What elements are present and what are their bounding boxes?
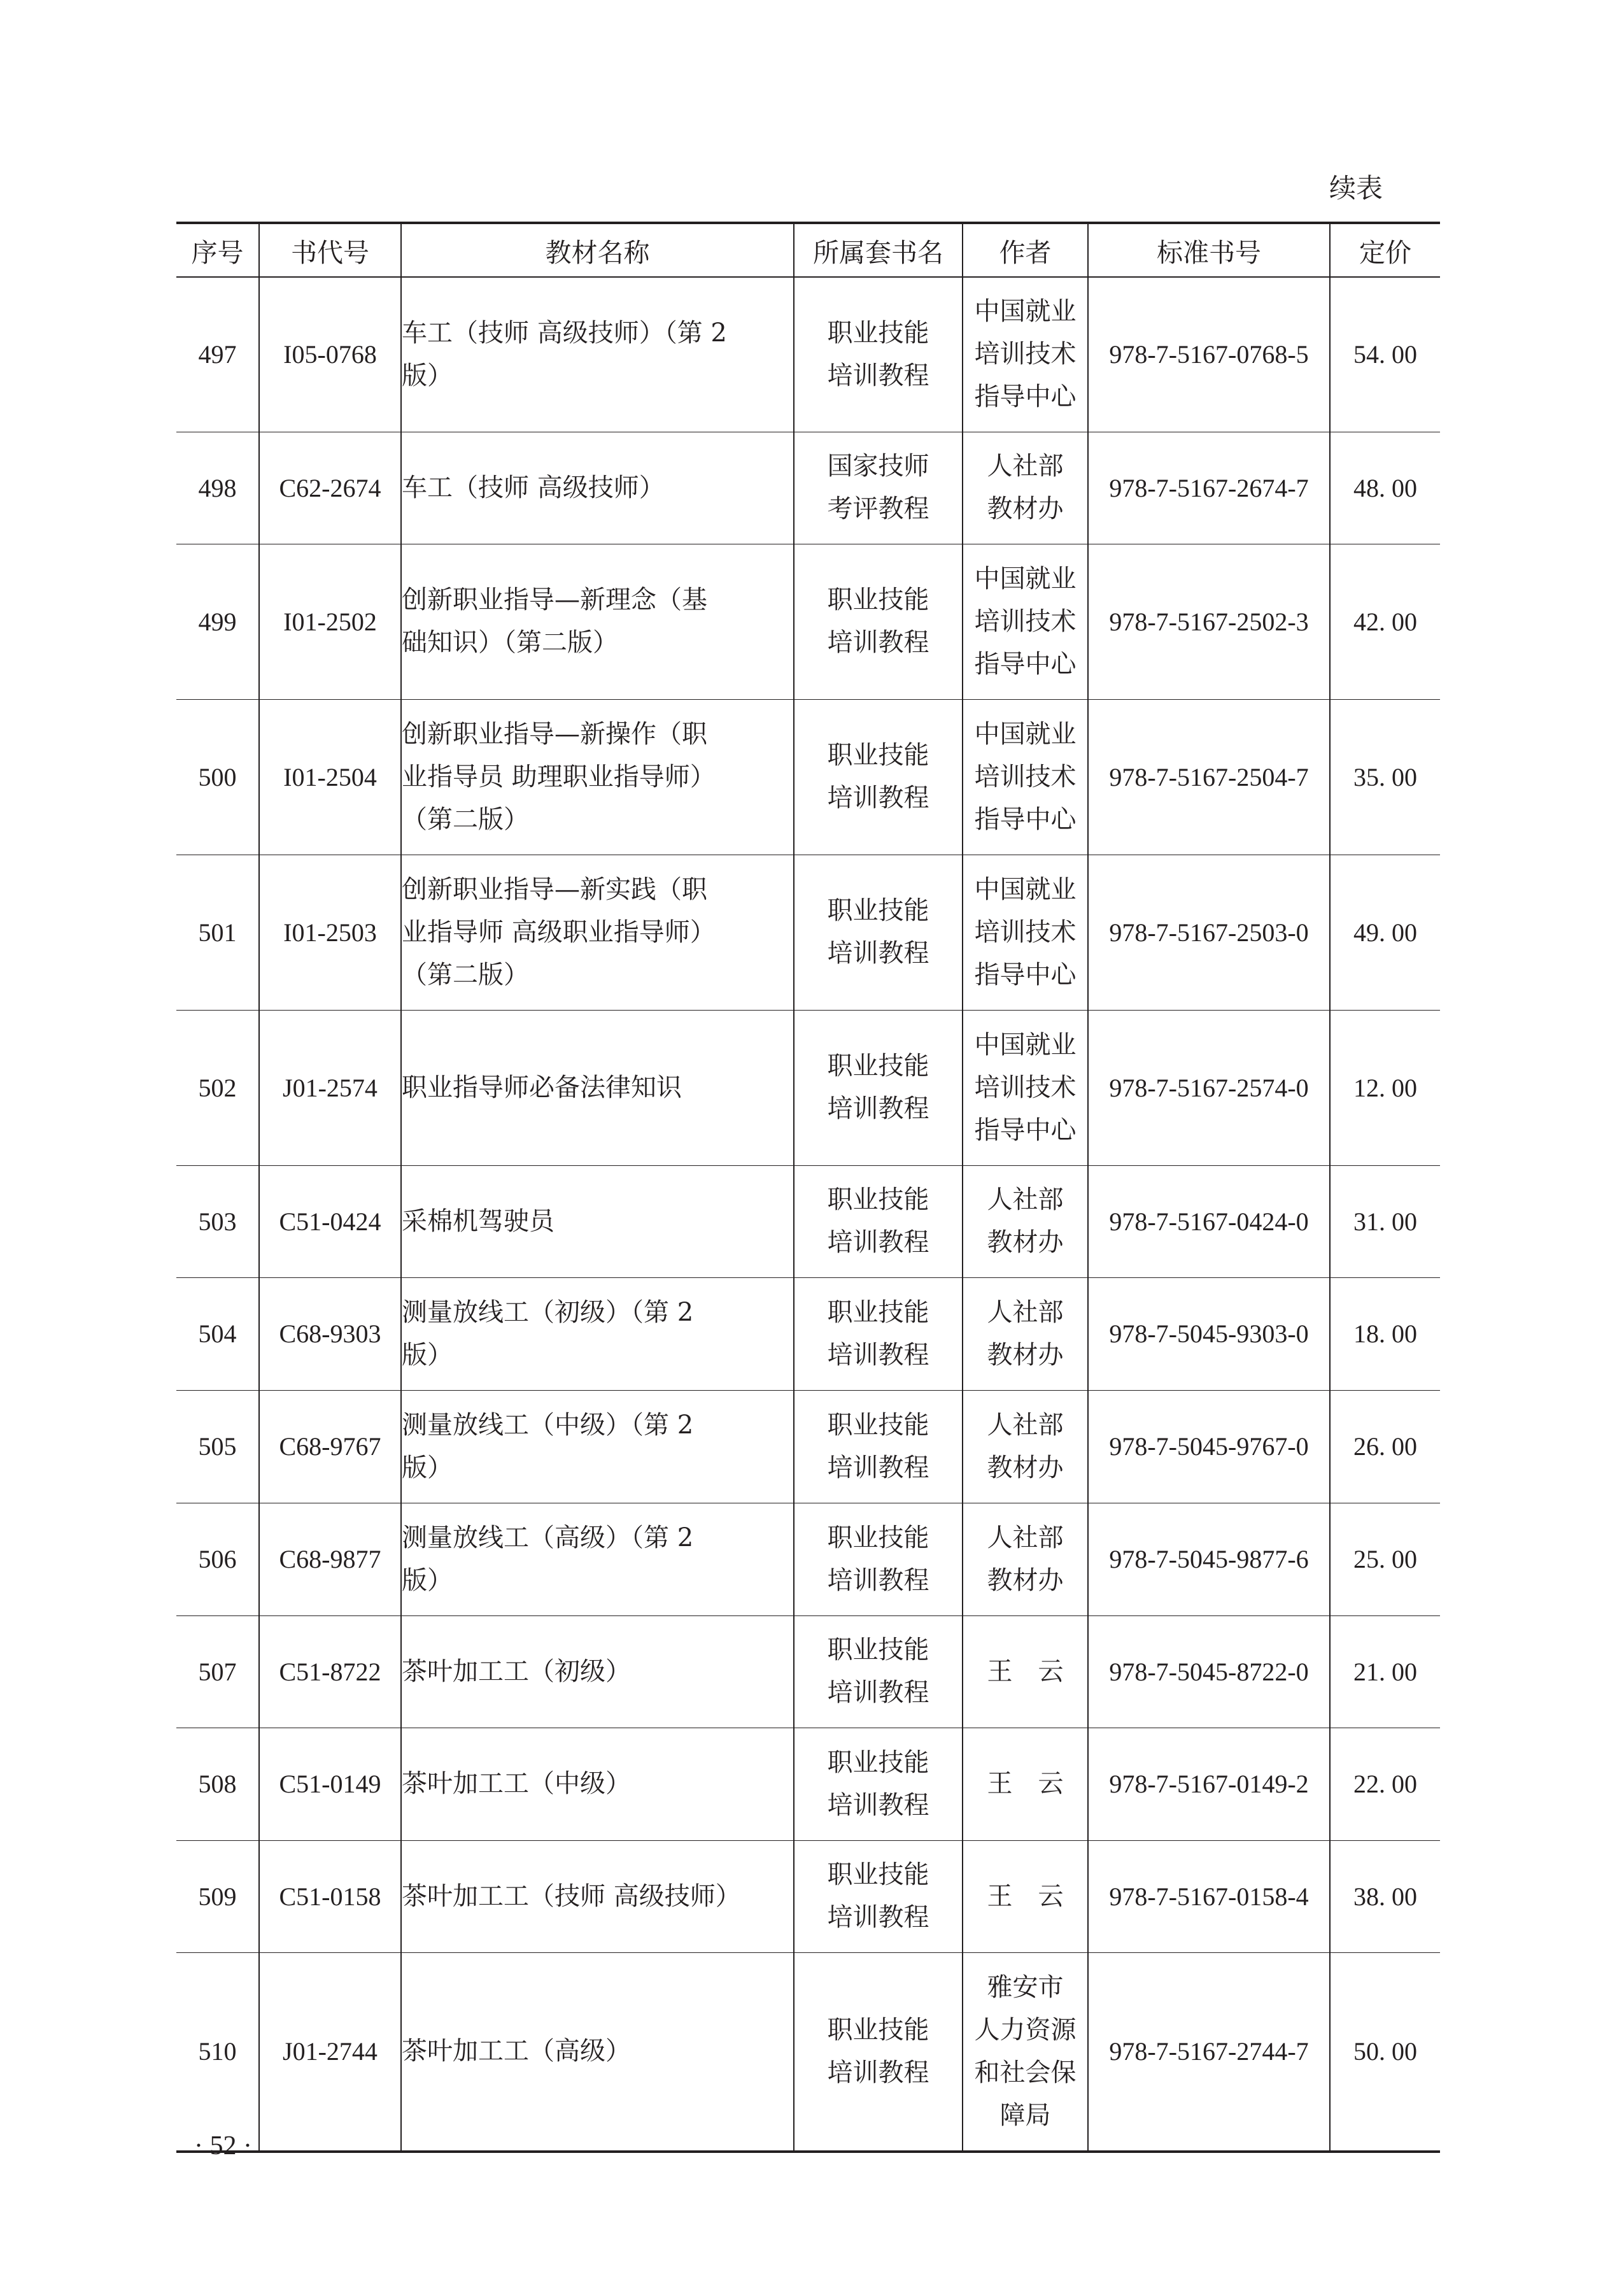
cell-isbn: 978-7-5167-0768-5 — [1088, 277, 1330, 432]
cell-title — [401, 1390, 794, 1503]
cell-series-line: 培训教程 — [827, 1790, 929, 1820]
cell-author-line: 培训技术 — [974, 1072, 1077, 1102]
cell-isbn: 978-7-5167-0149-2 — [1088, 1728, 1330, 1840]
cell-author — [963, 699, 1088, 855]
cell-seq: 505 — [176, 1390, 259, 1503]
cell-seq: 500 — [176, 699, 259, 855]
header-price: 定价 — [1330, 223, 1440, 277]
cell-author-line: 指导中心 — [974, 1115, 1077, 1145]
cell-series-line: 国家技师 — [827, 451, 929, 481]
cell-author-line: 人社部 — [987, 1410, 1064, 1440]
cell-author — [963, 1952, 1088, 2152]
cell-series-line: 职业技能 — [827, 1860, 929, 1889]
cell-title-line: 版） — [402, 1565, 453, 1595]
cell-series-line: 培训教程 — [827, 1565, 929, 1595]
cell-author-line: 指导中心 — [974, 382, 1077, 412]
cell-isbn: 978-7-5045-9767-0 — [1088, 1390, 1330, 1503]
cell-seq: 508 — [176, 1728, 259, 1840]
cell-title-line: 测量放线工（高级）（第 2 — [402, 1523, 694, 1552]
cell-isbn: 978-7-5167-2674-7 — [1088, 432, 1330, 544]
cell-series — [794, 1840, 963, 1952]
page-number: · 52 · — [194, 2131, 252, 2161]
cell-author — [963, 1840, 1088, 1952]
header-series: 所属套书名 — [794, 223, 963, 277]
cell-author — [963, 1728, 1088, 1840]
cell-author-line: 人社部 — [987, 1297, 1064, 1327]
cell-code: C68-9303 — [259, 1277, 401, 1390]
cell-title-line: 测量放线工（中级）（第 2 — [402, 1410, 694, 1440]
cell-title-line: 版） — [402, 360, 453, 390]
table-header-row — [176, 223, 1440, 277]
cell-series-line: 培训教程 — [827, 2057, 929, 2087]
cell-author — [963, 855, 1088, 1010]
cell-code: C68-9767 — [259, 1390, 401, 1503]
table-row — [176, 699, 1440, 855]
cell-title-line: （第二版） — [402, 960, 529, 990]
cell-series-line: 职业技能 — [827, 741, 929, 770]
cell-code: I05-0768 — [259, 277, 401, 432]
cell-code: C51-0158 — [259, 1840, 401, 1952]
cell-isbn: 978-7-5167-2502-3 — [1088, 544, 1330, 699]
cell-series — [794, 699, 963, 855]
cell-price: 22. 00 — [1330, 1728, 1440, 1840]
cell-author-line: 雅安市 — [987, 1972, 1064, 2002]
cell-title-line: 创新职业指导—新理念（基 — [402, 585, 707, 614]
cell-title — [401, 432, 794, 544]
cell-title-line: 职业指导师必备法律知识 — [402, 1072, 682, 1102]
cell-title — [401, 1840, 794, 1952]
cell-series — [794, 544, 963, 699]
cell-code: I01-2502 — [259, 544, 401, 699]
header-isbn: 标准书号 — [1088, 223, 1330, 277]
cell-isbn: 978-7-5167-2574-0 — [1088, 1010, 1330, 1165]
cell-title-line: 业指导员 助理职业指导师） — [402, 762, 716, 792]
cell-author-line: 指导中心 — [974, 649, 1077, 679]
table-row — [176, 1390, 1440, 1503]
cell-title-line: 车工（技师 高级技师） — [402, 472, 665, 502]
cell-author — [963, 1010, 1088, 1165]
cell-author-line: 培训技术 — [974, 762, 1077, 792]
table-row — [176, 1728, 1440, 1840]
cell-series-line: 培训教程 — [827, 628, 929, 657]
cell-title-line: 测量放线工（初级）（第 2 — [402, 1297, 694, 1327]
cell-isbn: 978-7-5167-0158-4 — [1088, 1840, 1330, 1952]
cell-title — [401, 1165, 794, 1277]
cell-title-line: 版） — [402, 1340, 453, 1370]
cell-series-line: 培训教程 — [827, 783, 929, 813]
cell-price: 35. 00 — [1330, 699, 1440, 855]
cell-code: J01-2574 — [259, 1010, 401, 1165]
cell-series-line: 职业技能 — [827, 1523, 929, 1552]
continued-label: 续表 — [1329, 173, 1383, 204]
cell-code: J01-2744 — [259, 1952, 401, 2152]
cell-series-line: 职业技能 — [827, 1051, 929, 1081]
cell-seq: 506 — [176, 1503, 259, 1615]
cell-seq: 497 — [176, 277, 259, 432]
cell-author — [963, 1165, 1088, 1277]
cell-seq: 501 — [176, 855, 259, 1010]
table-row — [176, 277, 1440, 432]
cell-series — [794, 1952, 963, 2152]
cell-price: 31. 00 — [1330, 1165, 1440, 1277]
cell-author-line: 人社部 — [987, 1185, 1064, 1214]
table-row — [176, 1840, 1440, 1952]
cell-series-line: 培训教程 — [827, 1452, 929, 1482]
cell-isbn: 978-7-5045-8722-0 — [1088, 1615, 1330, 1728]
cell-seq: 510 — [176, 1952, 259, 2152]
table-row — [176, 1503, 1440, 1615]
cell-series — [794, 432, 963, 544]
table-body — [176, 277, 1440, 2152]
cell-author — [963, 1615, 1088, 1728]
cell-series-line: 职业技能 — [827, 1410, 929, 1440]
cell-author — [963, 1277, 1088, 1390]
cell-title — [401, 1277, 794, 1390]
cell-title-line: 茶叶加工工（高级） — [402, 2036, 631, 2066]
cell-series-line: 职业技能 — [827, 1747, 929, 1777]
cell-series — [794, 1010, 963, 1165]
cell-price: 26. 00 — [1330, 1390, 1440, 1503]
cell-author-line: 教材办 — [987, 1228, 1064, 1257]
cell-author — [963, 544, 1088, 699]
cell-series-line: 职业技能 — [827, 318, 929, 348]
cell-isbn: 978-7-5167-2504-7 — [1088, 699, 1330, 855]
cell-isbn: 978-7-5167-2744-7 — [1088, 1952, 1330, 2152]
cell-price: 12. 00 — [1330, 1010, 1440, 1165]
cell-series-line: 培训教程 — [827, 1094, 929, 1123]
cell-author-line: 障局 — [999, 2100, 1051, 2130]
cell-title-line: 创新职业指导—新操作（职 — [402, 719, 707, 749]
table-row — [176, 544, 1440, 699]
cell-title — [401, 544, 794, 699]
cell-title — [401, 1615, 794, 1728]
table-row — [176, 432, 1440, 544]
cell-author-line: 教材办 — [987, 1565, 1064, 1595]
cell-author-line: 中国就业 — [974, 297, 1077, 327]
cell-series — [794, 1277, 963, 1390]
cell-author-line: 教材办 — [987, 1452, 1064, 1482]
cell-series-line: 培训教程 — [827, 1228, 929, 1257]
cell-seq: 509 — [176, 1840, 259, 1952]
header-author: 作者 — [963, 223, 1088, 277]
cell-code: C62-2674 — [259, 432, 401, 544]
cell-price: 21. 00 — [1330, 1615, 1440, 1728]
cell-series-line: 职业技能 — [827, 1185, 929, 1214]
cell-price: 18. 00 — [1330, 1277, 1440, 1390]
cell-code: I01-2504 — [259, 699, 401, 855]
cell-author-line: 人社部 — [987, 1523, 1064, 1552]
cell-series-line: 培训教程 — [827, 939, 929, 968]
cell-series — [794, 1165, 963, 1277]
cell-code: C51-0149 — [259, 1728, 401, 1840]
table-row — [176, 1615, 1440, 1728]
cell-title-line: 版） — [402, 1452, 453, 1482]
cell-title — [401, 699, 794, 855]
header-code: 书代号 — [259, 223, 401, 277]
cell-seq: 504 — [176, 1277, 259, 1390]
cell-series — [794, 1390, 963, 1503]
cell-series — [794, 855, 963, 1010]
cell-price: 48. 00 — [1330, 432, 1440, 544]
cell-seq: 507 — [176, 1615, 259, 1728]
cell-code: I01-2503 — [259, 855, 401, 1010]
cell-series-line: 职业技能 — [827, 1635, 929, 1665]
cell-series-line: 职业技能 — [827, 896, 929, 925]
cell-author-line: 教材办 — [987, 494, 1064, 523]
cell-author-line: 中国就业 — [974, 874, 1077, 904]
cell-seq: 502 — [176, 1010, 259, 1165]
cell-seq: 499 — [176, 544, 259, 699]
cell-isbn: 978-7-5167-2503-0 — [1088, 855, 1330, 1010]
cell-title — [401, 277, 794, 432]
table-row — [176, 855, 1440, 1010]
cell-author — [963, 432, 1088, 544]
cell-title-line: 业指导师 高级职业指导师） — [402, 917, 716, 947]
cell-author-line: 王 云 — [987, 1656, 1064, 1686]
cell-series — [794, 1503, 963, 1615]
cell-code: C51-0424 — [259, 1165, 401, 1277]
cell-author-line: 培训技术 — [974, 339, 1077, 369]
cell-series — [794, 277, 963, 432]
cell-author-line: 指导中心 — [974, 804, 1077, 834]
cell-author-line: 中国就业 — [974, 719, 1077, 749]
table-row — [176, 1277, 1440, 1390]
cell-author-line: 和社会保 — [974, 2057, 1077, 2087]
cell-code: C68-9877 — [259, 1503, 401, 1615]
cell-author — [963, 277, 1088, 432]
cell-title-line: 车工（技师 高级技师）（第 2 — [402, 318, 727, 348]
cell-author-line: 中国就业 — [974, 564, 1077, 593]
cell-series-line: 培训教程 — [827, 1340, 929, 1370]
table-row — [176, 1165, 1440, 1277]
cell-price: 42. 00 — [1330, 544, 1440, 699]
cell-title-line: 采棉机驾驶员 — [402, 1206, 554, 1236]
cell-title — [401, 855, 794, 1010]
cell-author — [963, 1503, 1088, 1615]
cell-series — [794, 1615, 963, 1728]
cell-author-line: 王 云 — [987, 1769, 1064, 1798]
table-row — [176, 1010, 1440, 1165]
cell-price: 50. 00 — [1330, 1952, 1440, 2152]
cell-author — [963, 1390, 1088, 1503]
cell-series — [794, 1728, 963, 1840]
cell-code: C51-8722 — [259, 1615, 401, 1728]
cell-author-line: 人社部 — [987, 451, 1064, 481]
cell-author-line: 王 云 — [987, 1881, 1064, 1911]
header-seq: 序号 — [176, 223, 259, 277]
cell-series-line: 职业技能 — [827, 1297, 929, 1327]
cell-series-line: 职业技能 — [827, 585, 929, 614]
cell-price: 49. 00 — [1330, 855, 1440, 1010]
cell-price: 25. 00 — [1330, 1503, 1440, 1615]
cell-isbn: 978-7-5045-9877-6 — [1088, 1503, 1330, 1615]
cell-isbn: 978-7-5167-0424-0 — [1088, 1165, 1330, 1277]
cell-author-line: 培训技术 — [974, 606, 1077, 636]
cell-title-line: 础知识）（第二版） — [402, 628, 618, 657]
cell-title — [401, 1010, 794, 1165]
cell-title-line: 茶叶加工工（技师 高级技师） — [402, 1881, 741, 1911]
textbook-catalog-table — [176, 222, 1440, 2153]
cell-series-line: 职业技能 — [827, 2015, 929, 2045]
cell-title-line: 茶叶加工工（初级） — [402, 1656, 631, 1686]
cell-author-line: 指导中心 — [974, 960, 1077, 990]
cell-isbn: 978-7-5045-9303-0 — [1088, 1277, 1330, 1390]
cell-author-line: 人力资源 — [974, 2015, 1077, 2045]
cell-title — [401, 1728, 794, 1840]
cell-price: 38. 00 — [1330, 1840, 1440, 1952]
cell-title — [401, 1952, 794, 2152]
cell-title-line: 创新职业指导—新实践（职 — [402, 874, 707, 904]
table-row — [176, 1952, 1440, 2152]
cell-series-line: 培训教程 — [827, 360, 929, 390]
cell-series-line: 考评教程 — [827, 494, 929, 523]
cell-price: 54. 00 — [1330, 277, 1440, 432]
cell-seq: 503 — [176, 1165, 259, 1277]
cell-author-line: 中国就业 — [974, 1030, 1077, 1060]
cell-seq: 498 — [176, 432, 259, 544]
cell-series-line: 培训教程 — [827, 1903, 929, 1932]
cell-title-line: （第二版） — [402, 804, 529, 834]
cell-series-line: 培训教程 — [827, 1678, 929, 1707]
header-title: 教材名称 — [401, 223, 794, 277]
cell-author-line: 培训技术 — [974, 917, 1077, 947]
cell-title — [401, 1503, 794, 1615]
cell-title-line: 茶叶加工工（中级） — [402, 1769, 631, 1798]
cell-author-line: 教材办 — [987, 1340, 1064, 1370]
